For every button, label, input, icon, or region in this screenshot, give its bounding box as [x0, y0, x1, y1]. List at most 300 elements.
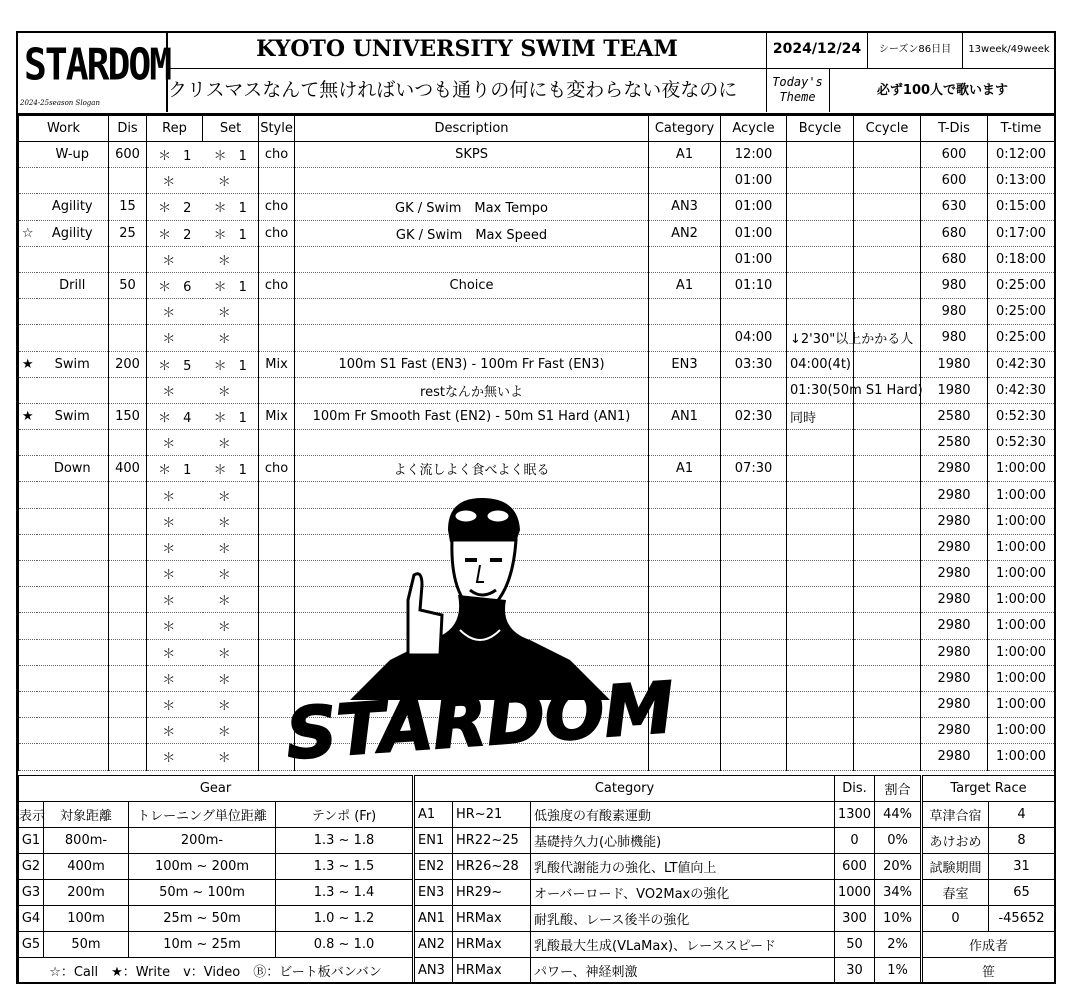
- row-rep: [147, 377, 203, 403]
- rep-value: 1: [183, 149, 192, 165]
- category-code: AN1: [415, 906, 453, 932]
- row-tdis: 2980: [921, 534, 988, 560]
- row-work: [37, 587, 109, 613]
- gear-distance: 800m-: [44, 828, 129, 854]
- table-header-row: [19, 116, 1055, 142]
- row-ttime: 0:42:30: [988, 377, 1055, 403]
- row-work: W-up: [37, 142, 109, 168]
- race-days: 4: [989, 802, 1055, 828]
- row-dis: [109, 482, 147, 508]
- row-acycle: [721, 561, 787, 587]
- row-mark: [19, 246, 37, 272]
- set-star: ＊: [213, 280, 227, 296]
- set-star: ＊: [217, 646, 231, 662]
- row-category: A1: [649, 142, 721, 168]
- row-set: [203, 665, 259, 691]
- row-set: [203, 142, 259, 168]
- row-tdis: 2980: [921, 587, 988, 613]
- race-name: 春室: [923, 880, 989, 906]
- row-ccycle: [854, 613, 921, 639]
- row-set: [203, 534, 259, 560]
- row-style: Mix: [259, 403, 295, 429]
- gear-header-row: [19, 802, 413, 828]
- rep-star: ＊: [158, 280, 172, 296]
- table-row: [19, 456, 1055, 482]
- row-ccycle: [854, 272, 921, 298]
- row-description: よく流しよく食べよく眠る: [295, 456, 649, 482]
- row-style: [259, 325, 295, 351]
- row-ccycle: [854, 142, 921, 168]
- gear-rows: [19, 828, 413, 958]
- row-acycle: [721, 744, 787, 770]
- rep-star: ＊: [158, 149, 172, 165]
- row-tdis: 980: [921, 325, 988, 351]
- rep-value: 6: [183, 280, 192, 296]
- category-hr: HRMax: [453, 932, 531, 958]
- row-tdis: 2980: [921, 482, 988, 508]
- photo-stardom-text: STARDOM: [283, 666, 677, 776]
- row-tdis: 2980: [921, 561, 988, 587]
- category-ratio: 0%: [875, 828, 921, 854]
- category-dis: 0: [835, 828, 875, 854]
- row-mark: [19, 718, 37, 744]
- row-mark: [19, 744, 37, 770]
- gear-tempo: 1.3 ~ 1.4: [276, 880, 413, 906]
- row-mark: [19, 587, 37, 613]
- gear-col-distance: 対象距離: [44, 802, 129, 828]
- category-dis: 1300: [835, 802, 875, 828]
- race-days: -45652: [989, 906, 1055, 932]
- rep-star: ＊: [162, 384, 176, 400]
- table-row: [19, 299, 1055, 325]
- gear-distance: 200m: [44, 880, 129, 906]
- row-acycle: [721, 508, 787, 534]
- row-mark: [19, 142, 37, 168]
- row-bcycle: 01:30(50m S1 Hard): [787, 377, 854, 403]
- gear-unit: 25m ~ 50m: [129, 906, 276, 932]
- row-mark: [19, 272, 37, 298]
- row-bcycle: 04:00(4t): [787, 351, 854, 377]
- row-mark: [19, 168, 37, 194]
- gear-level: G4: [19, 906, 44, 932]
- row-dis: [109, 639, 147, 665]
- row-work: Agility: [37, 194, 109, 220]
- row-bcycle: [787, 561, 854, 587]
- table-row: [19, 403, 1055, 429]
- row-dis: [109, 534, 147, 560]
- row-style: [259, 168, 295, 194]
- row-ccycle: [854, 561, 921, 587]
- race-days: 65: [989, 880, 1055, 906]
- row-acycle: 04:00: [721, 325, 787, 351]
- row-ttime: 1:00:00: [988, 508, 1055, 534]
- row-acycle: 01:00: [721, 194, 787, 220]
- row-style: [259, 587, 295, 613]
- row-style: cho: [259, 272, 295, 298]
- row-mark: [19, 613, 37, 639]
- col-style: Style: [259, 116, 295, 142]
- row-ccycle: [854, 744, 921, 770]
- row-bcycle: [787, 272, 854, 298]
- set-star: ＊: [217, 332, 231, 348]
- rep-star: ＊: [162, 672, 176, 688]
- row-style: cho: [259, 220, 295, 246]
- row-work: [37, 718, 109, 744]
- row-category: [649, 168, 721, 194]
- row-acycle: [721, 299, 787, 325]
- category-row: [415, 802, 921, 828]
- row-ttime: 0:52:30: [988, 430, 1055, 456]
- row-dis: [109, 299, 147, 325]
- set-star: ＊: [217, 568, 231, 584]
- row-rep: [147, 561, 203, 587]
- row-ttime: 1:00:00: [988, 613, 1055, 639]
- set-star: ＊: [217, 751, 231, 767]
- row-ccycle: [854, 482, 921, 508]
- rep-star: ＊: [162, 306, 176, 322]
- row-bcycle: 同時: [787, 403, 854, 429]
- col-category: Category: [649, 116, 721, 142]
- row-acycle: 02:30: [721, 403, 787, 429]
- row-bcycle: [787, 744, 854, 770]
- rep-star: ＊: [162, 541, 176, 557]
- set-star: ＊: [217, 620, 231, 636]
- row-dis: 15: [109, 194, 147, 220]
- row-ttime: 1:00:00: [988, 561, 1055, 587]
- theme-label-line2: Theme: [779, 90, 816, 104]
- category-ratio: 1%: [875, 958, 921, 984]
- table-row: [19, 220, 1055, 246]
- row-bcycle: [787, 299, 854, 325]
- rep-star: ＊: [162, 594, 176, 610]
- row-mark: [19, 534, 37, 560]
- row-set: [203, 691, 259, 717]
- race-row: [923, 880, 1055, 906]
- row-acycle: [721, 587, 787, 613]
- row-style: [259, 613, 295, 639]
- row-bcycle: [787, 639, 854, 665]
- row-work: [37, 299, 109, 325]
- row-description: Choice: [295, 272, 649, 298]
- set-star: ＊: [213, 149, 227, 165]
- row-dis: [109, 508, 147, 534]
- row-rep: [147, 220, 203, 246]
- race-name: 0: [923, 906, 989, 932]
- row-work: [37, 168, 109, 194]
- row-style: [259, 246, 295, 272]
- row-description: [295, 168, 649, 194]
- row-set: [203, 613, 259, 639]
- row-work: Down: [37, 456, 109, 482]
- set-value: 1: [238, 149, 247, 165]
- row-work: [37, 325, 109, 351]
- target-race-table: [922, 775, 1055, 984]
- todays-theme: 必ず100人で歌います: [829, 69, 1055, 112]
- category-desc: パワー、神経刺激: [531, 958, 835, 984]
- category-ratio: 44%: [875, 802, 921, 828]
- row-work: [37, 691, 109, 717]
- set-value: 1: [238, 280, 247, 296]
- row-mark: [19, 508, 37, 534]
- row-ccycle: [854, 168, 921, 194]
- date: 2024/12/24: [766, 31, 867, 69]
- gear-table: [18, 775, 413, 984]
- row-rep: [147, 299, 203, 325]
- row-tdis: 680: [921, 220, 988, 246]
- race-days: 8: [989, 828, 1055, 854]
- row-acycle: 12:00: [721, 142, 787, 168]
- row-acycle: [721, 482, 787, 508]
- gear-level: G2: [19, 854, 44, 880]
- category-table: [414, 775, 921, 984]
- row-style: cho: [259, 456, 295, 482]
- row-tdis: 600: [921, 142, 988, 168]
- row-tdis: 680: [921, 246, 988, 272]
- set-star: ＊: [217, 672, 231, 688]
- category-ratio: 2%: [875, 932, 921, 958]
- row-dis: [109, 613, 147, 639]
- row-category: EN3: [649, 351, 721, 377]
- category-hr: HR26~28: [453, 854, 531, 880]
- row-set: [203, 299, 259, 325]
- row-category: AN1: [649, 403, 721, 429]
- category-desc: オーバーロード、VO2Maxの強化: [531, 880, 835, 906]
- row-set: [203, 220, 259, 246]
- rep-star: ＊: [158, 227, 172, 243]
- set-value: 1: [238, 463, 247, 479]
- row-dis: [109, 325, 147, 351]
- rep-value: 4: [183, 410, 192, 426]
- row-ttime: 1:00:00: [988, 744, 1055, 770]
- row-rep: [147, 325, 203, 351]
- row-description: 100m Fr Smooth Fast (EN2) - 50m S1 Hard (AN1): [295, 403, 649, 429]
- row-rep: [147, 482, 203, 508]
- set-star: ＊: [213, 201, 227, 217]
- row-ccycle: [854, 430, 921, 456]
- table-row: [19, 142, 1055, 168]
- set-star: ＊: [217, 306, 231, 322]
- rep-star: ＊: [162, 175, 176, 191]
- row-ccycle: [854, 691, 921, 717]
- row-rep: [147, 456, 203, 482]
- row-rep: [147, 430, 203, 456]
- row-mark: [19, 691, 37, 717]
- set-star: ＊: [217, 699, 231, 715]
- category-code: A1: [415, 802, 453, 828]
- row-ttime: 0:17:00: [988, 220, 1055, 246]
- row-tdis: 600: [921, 168, 988, 194]
- set-value: 1: [238, 358, 247, 374]
- row-work: Swim: [37, 403, 109, 429]
- row-ttime: 0:42:30: [988, 351, 1055, 377]
- row-category: [649, 430, 721, 456]
- logo-box: [16, 31, 171, 112]
- set-star: ＊: [217, 253, 231, 269]
- row-rep: [147, 587, 203, 613]
- author-name: 笹: [923, 958, 1055, 984]
- row-set: [203, 246, 259, 272]
- row-style: [259, 299, 295, 325]
- row-category: [649, 325, 721, 351]
- row-category: [649, 587, 721, 613]
- row-tdis: 2980: [921, 665, 988, 691]
- rep-star: ＊: [162, 437, 176, 453]
- row-description: SKPS: [295, 142, 649, 168]
- row-description: [295, 299, 649, 325]
- row-bcycle: [787, 246, 854, 272]
- col-bcycle: Bcycle: [787, 116, 854, 142]
- rep-star: ＊: [162, 751, 176, 767]
- table-row: [19, 325, 1055, 351]
- gear-row: [19, 854, 413, 880]
- row-ccycle: [854, 220, 921, 246]
- rep-star: ＊: [158, 463, 172, 479]
- row-set: [203, 718, 259, 744]
- row-bcycle: [787, 482, 854, 508]
- row-work: Drill: [37, 272, 109, 298]
- rep-star: ＊: [162, 620, 176, 636]
- gear-col-unit: トレーニング単位距離: [129, 802, 276, 828]
- row-bcycle: [787, 691, 854, 717]
- category-col-dis: Dis.: [835, 776, 875, 802]
- row-rep: [147, 718, 203, 744]
- row-tdis: 1980: [921, 351, 988, 377]
- row-ttime: 1:00:00: [988, 665, 1055, 691]
- row-category: [649, 639, 721, 665]
- row-description: [295, 430, 649, 456]
- row-category: [649, 482, 721, 508]
- set-star: ＊: [213, 227, 227, 243]
- row-dis: 25: [109, 220, 147, 246]
- row-ttime: 0:15:00: [988, 194, 1055, 220]
- col-tdis: T-Dis: [921, 116, 988, 142]
- row-ccycle: [854, 508, 921, 534]
- row-tdis: 1980: [921, 377, 988, 403]
- category-dis: 50: [835, 932, 875, 958]
- set-star: ＊: [217, 541, 231, 557]
- rep-star: ＊: [162, 253, 176, 269]
- race-name: あけおめ: [923, 828, 989, 854]
- row-rep: [147, 744, 203, 770]
- row-acycle: 01:00: [721, 246, 787, 272]
- row-bcycle: [787, 430, 854, 456]
- rep-value: 5: [183, 358, 192, 374]
- rep-star: ＊: [158, 410, 172, 426]
- rep-value: 2: [183, 201, 192, 217]
- category-dis: 600: [835, 854, 875, 880]
- row-mark: [19, 456, 37, 482]
- row-category: A1: [649, 272, 721, 298]
- gear-unit: 100m ~ 200m: [129, 854, 276, 880]
- row-bcycle: [787, 194, 854, 220]
- row-style: [259, 665, 295, 691]
- row-mark: [19, 482, 37, 508]
- category-row: [415, 906, 921, 932]
- row-tdis: 980: [921, 272, 988, 298]
- row-category: [649, 613, 721, 639]
- row-dis: [109, 744, 147, 770]
- row-rep: [147, 639, 203, 665]
- row-acycle: [721, 534, 787, 560]
- gear-unit: 200m-: [129, 828, 276, 854]
- race-name: 試験期間: [923, 854, 989, 880]
- row-description: GK / Swim Max Speed: [295, 220, 649, 246]
- row-ccycle: [854, 718, 921, 744]
- row-work: [37, 534, 109, 560]
- set-star: ＊: [213, 358, 227, 374]
- row-acycle: 03:30: [721, 351, 787, 377]
- row-acycle: [721, 613, 787, 639]
- category-title: Category: [415, 776, 835, 802]
- rep-star: ＊: [158, 358, 172, 374]
- row-description: restなんか無いよ: [295, 377, 649, 403]
- sheet-header: [16, 31, 1056, 114]
- theme-label-line1: Today's: [772, 75, 823, 89]
- table-row: [19, 194, 1055, 220]
- col-work: Work: [19, 116, 109, 142]
- gear-row: [19, 828, 413, 854]
- set-star: ＊: [217, 384, 231, 400]
- race-name: 草津合宿: [923, 802, 989, 828]
- row-bcycle: [787, 718, 854, 744]
- slogan-caption: 2024-25season Slogan: [20, 99, 100, 107]
- row-rep: [147, 142, 203, 168]
- category-dis: 300: [835, 906, 875, 932]
- row-ccycle: [854, 456, 921, 482]
- row-category: [649, 377, 721, 403]
- row-acycle: [721, 639, 787, 665]
- table-row: [19, 246, 1055, 272]
- row-dis: [109, 246, 147, 272]
- row-style: [259, 377, 295, 403]
- race-row: [923, 854, 1055, 880]
- category-dis: 30: [835, 958, 875, 984]
- row-set: [203, 403, 259, 429]
- row-dis: 400: [109, 456, 147, 482]
- rep-star: ＊: [162, 568, 176, 584]
- row-rep: [147, 351, 203, 377]
- row-acycle: [721, 377, 787, 403]
- row-ccycle: [854, 194, 921, 220]
- row-set: [203, 744, 259, 770]
- category-col-ratio: 割合: [875, 776, 921, 802]
- row-set: [203, 508, 259, 534]
- row-mark: [19, 194, 37, 220]
- rep-star: ＊: [162, 515, 176, 531]
- row-bcycle: ↓2'30"以上かかる人: [787, 325, 854, 351]
- row-style: cho: [259, 194, 295, 220]
- row-style: [259, 561, 295, 587]
- race-row: [923, 802, 1055, 828]
- row-rep: [147, 272, 203, 298]
- gear-unit: 10m ~ 25m: [129, 932, 276, 958]
- row-ttime: 0:18:00: [988, 246, 1055, 272]
- gear-distance: 400m: [44, 854, 129, 880]
- row-tdis: 630: [921, 194, 988, 220]
- col-ccycle: Ccycle: [854, 116, 921, 142]
- row-bcycle: [787, 665, 854, 691]
- row-category: [649, 508, 721, 534]
- gear-title: Gear: [19, 776, 413, 802]
- row-ccycle: [854, 587, 921, 613]
- set-value: 1: [238, 227, 247, 243]
- row-category: [649, 561, 721, 587]
- row-acycle: [721, 430, 787, 456]
- row-acycle: 01:00: [721, 220, 787, 246]
- row-work: [37, 246, 109, 272]
- set-star: ＊: [213, 463, 227, 479]
- row-work: [37, 665, 109, 691]
